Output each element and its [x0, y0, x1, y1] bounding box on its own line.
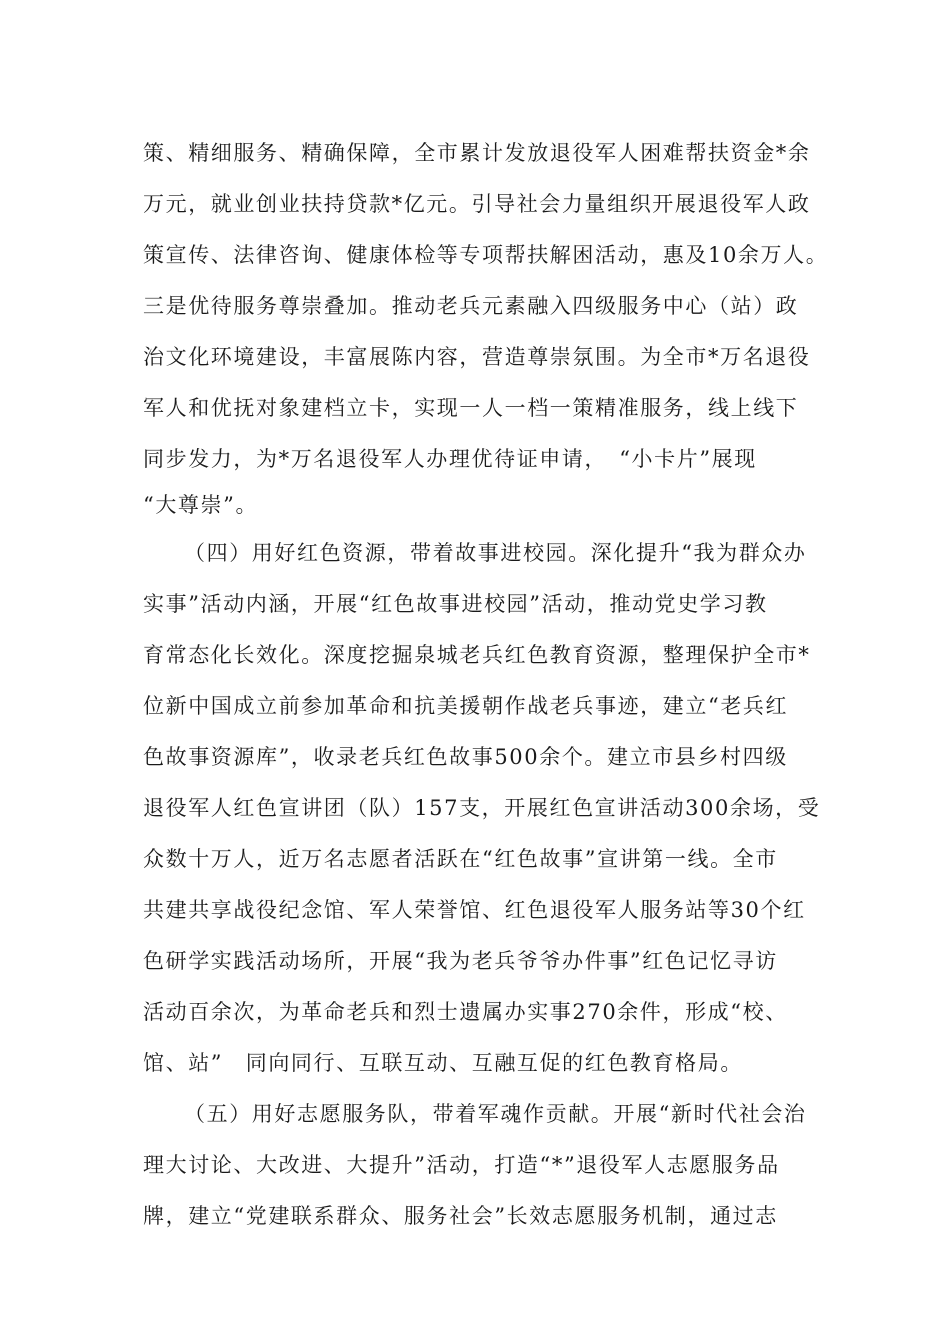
text-line: 色故事资源库”，收录老兵红色故事500余个。建立市县乡村四级 — [143, 745, 788, 769]
text-line: 策宣传、法律咨询、健康体检等专项帮扶解困活动，惠及10余万人。 — [143, 243, 829, 267]
text-line: 军人和优抚对象建档立卡，实现一人一档一策精准服务，线上线下 — [143, 396, 799, 420]
section-heading-line: （五）用好志愿服务队，带着军魂作贡献。开展“新时代社会治 — [184, 1102, 807, 1126]
text-line: 理大讨论、大改进、大提升”活动，打造“*”退役军人志愿服务品 — [143, 1153, 780, 1177]
text-line: 色研学实践活动场所，开展“我为老兵爷爷办件事”红色记忆寻访 — [143, 949, 778, 973]
text-line: 育常态化长效化。深度挖掘泉城老兵红色教育资源，整理保护全市* — [143, 643, 811, 667]
text-line: 万元，就业创业扶持贷款*亿元。引导社会力量组织开展退役军人政 — [143, 192, 811, 216]
text-line: 馆、站” 同向同行、互联互动、互融互促的红色教育格局。 — [143, 1051, 743, 1075]
text-line: 位新中国成立前参加革命和抗美援朝作战老兵事迹，建立“老兵红 — [143, 694, 789, 718]
text-line: 同步发力，为*万名退役军人办理优待证申请， “小卡片”展现 — [143, 447, 757, 471]
text-line: 共建共享战役纪念馆、军人荣誉馆、红色退役军人服务站等30个红 — [143, 898, 806, 922]
text-line: 牌，建立“党建联系群众、服务社会”长效志愿服务机制，通过志 — [143, 1204, 778, 1228]
text-line: 活动百余次，为革命老兵和烈士遗属办实事270余件，形成“校、 — [143, 1000, 788, 1024]
text-line: 众数十万人，近万名志愿者活跃在“红色故事”宣讲第一线。全市 — [143, 847, 778, 871]
text-line: “大尊崇”。 — [143, 493, 259, 517]
text-line: 退役军人红色宣讲团（队）157支，开展红色宣讲活动300余场，受 — [143, 796, 821, 820]
text-line: 实事”活动内涵，开展“红色故事进校园”活动，推动党史学习教 — [143, 592, 768, 616]
section-heading-line: （四）用好红色资源，带着故事进校园。深化提升“我为群众办 — [184, 541, 807, 565]
text-line: 策、精细服务、精确保障，全市累计发放退役军人困难帮扶资金*余 — [143, 141, 811, 165]
text-line: 治文化环境建设，丰富展陈内容，营造尊崇氛围。为全市*万名退役 — [143, 345, 811, 369]
text-line: 三是优待服务尊崇叠加。推动老兵元素融入四级服务中心（站）政 — [143, 294, 799, 318]
